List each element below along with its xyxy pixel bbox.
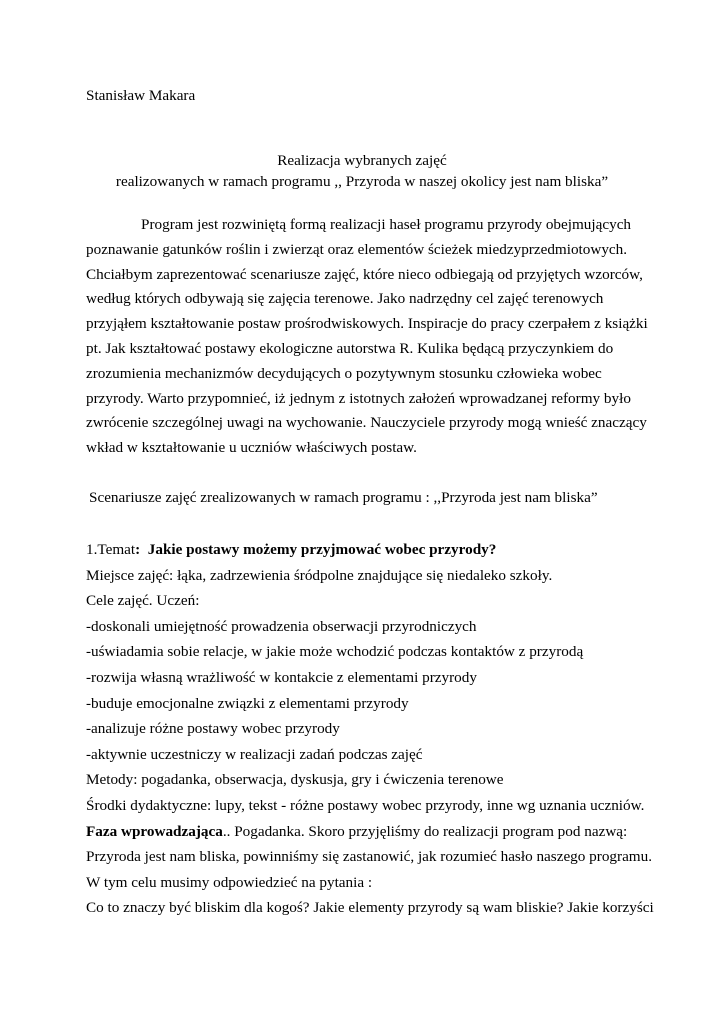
topic-colon: : <box>135 541 141 558</box>
lesson-means: Środki dydaktyczne: lupy, tekst - różne postawy wobec przyrody, inne wg uznania uczniów. <box>86 796 645 814</box>
goals-heading: Cele zajęć. Uczeń: <box>86 592 200 610</box>
intro-line: przyjąłem kształtowanie postaw prośrodwiskowych. Inspiracje do pracy czerpałem z książki <box>86 315 648 333</box>
lesson-methods: Metody: pogadanka, obserwacja, dyskusja, gry i ćwiczenia terenowe <box>86 771 504 789</box>
intro-paragraph <box>86 213 646 461</box>
intro-line: wkład w kształtowanie u uczniów właściwych postaw. <box>86 439 417 457</box>
intro-line: zwrócenie szczególnej uwagi na wychowanie. Nauczyciele przyrody mogą wnieść znaczący <box>86 414 647 432</box>
continuation-line: Przyroda jest nam bliska, powinniśmy się zastanowić, jak rozumieć hasło naszego programu. <box>86 848 653 866</box>
goal-item: -aktywnie uczestniczy w realizacji zadań podczas zajęć <box>86 745 423 763</box>
continuation-line: Co to znaczy być bliskim dla kogoś? Jakie elementy przyrody są wam bliskie? Jakie korzyści <box>86 899 654 917</box>
scenarios-heading: Scenariusze zajęć zrealizowanych w ramach programu : ,,Przyroda jest nam bliska” <box>89 489 598 506</box>
topic-title: Jakie postawy możemy przyjmować wobec przyrody? <box>147 541 497 558</box>
phase-label: Faza wprowadzająca <box>86 822 223 840</box>
intro-line: poznawanie gatunków roślin i zwierząt oraz elementów ścieżek miedzyprzedmiotowych. <box>86 240 628 258</box>
phase-rest: .. Pogadanka. Skoro przyjęliśmy do realizacji program pod nazwą: <box>222 822 628 840</box>
author-name: Stanisław Makara <box>86 87 196 104</box>
intro-line: pt. Jak kształtować postawy ekologiczne autorstwa R. Kulika będącą przyczynkiem do <box>86 339 614 357</box>
goal-item: -buduje emocjonalne związki z elementami przyrody <box>86 694 409 712</box>
intro-line: przyrody. Warto przypomnieć, iż jednym z istotnych założeń wprowadzanej reformy było <box>86 389 631 407</box>
goal-item: -doskonali umiejętność prowadzenia obserwacji przyrodniczych <box>86 617 477 635</box>
intro-line: według których odbywają się zajęcia terenowe. Jako nadrzędny cel zajęć terenowych <box>86 290 604 308</box>
title-line-2: realizowanych w ramach programu ,, Przyroda w naszej okolicy jest nam bliska” <box>115 173 609 190</box>
goal-item: -analizuje różne postawy wobec przyrody <box>86 720 340 738</box>
continuation-line: W tym celu musimy odpowiedzieć na pytania : <box>86 873 373 891</box>
phase-line <box>86 819 666 845</box>
intro-line: Program jest rozwiniętą formą realizacji haseł programu przyrody obejmujących <box>141 216 632 233</box>
goal-item: -rozwija własną wrażliwość w kontakcie z elementami przyrody <box>86 668 477 686</box>
lesson-place: Miejsce zajęć: łąka, zadrzewienia śródpolne znajdujące się niedaleko szkoły. <box>86 566 553 584</box>
title-line-1: Realizacja wybranych zajęć <box>277 152 447 169</box>
intro-line: Chciałbym zaprezentować scenariusze zajęć, które nieco odbiegają od przyjętych wzorców, <box>86 265 643 283</box>
lesson-topic <box>86 537 666 563</box>
lesson-section <box>86 537 666 921</box>
goal-item: -uświadamia sobie relacje, w jakie może wchodzić podczas kontaktów z przyrodą <box>86 643 584 661</box>
topic-prefix: 1.Temat <box>86 541 136 558</box>
document-title <box>0 150 724 192</box>
intro-line: zrozumienia mechanizmów decydujących o pozytywnym stosunku człowieka wobec <box>86 364 602 382</box>
